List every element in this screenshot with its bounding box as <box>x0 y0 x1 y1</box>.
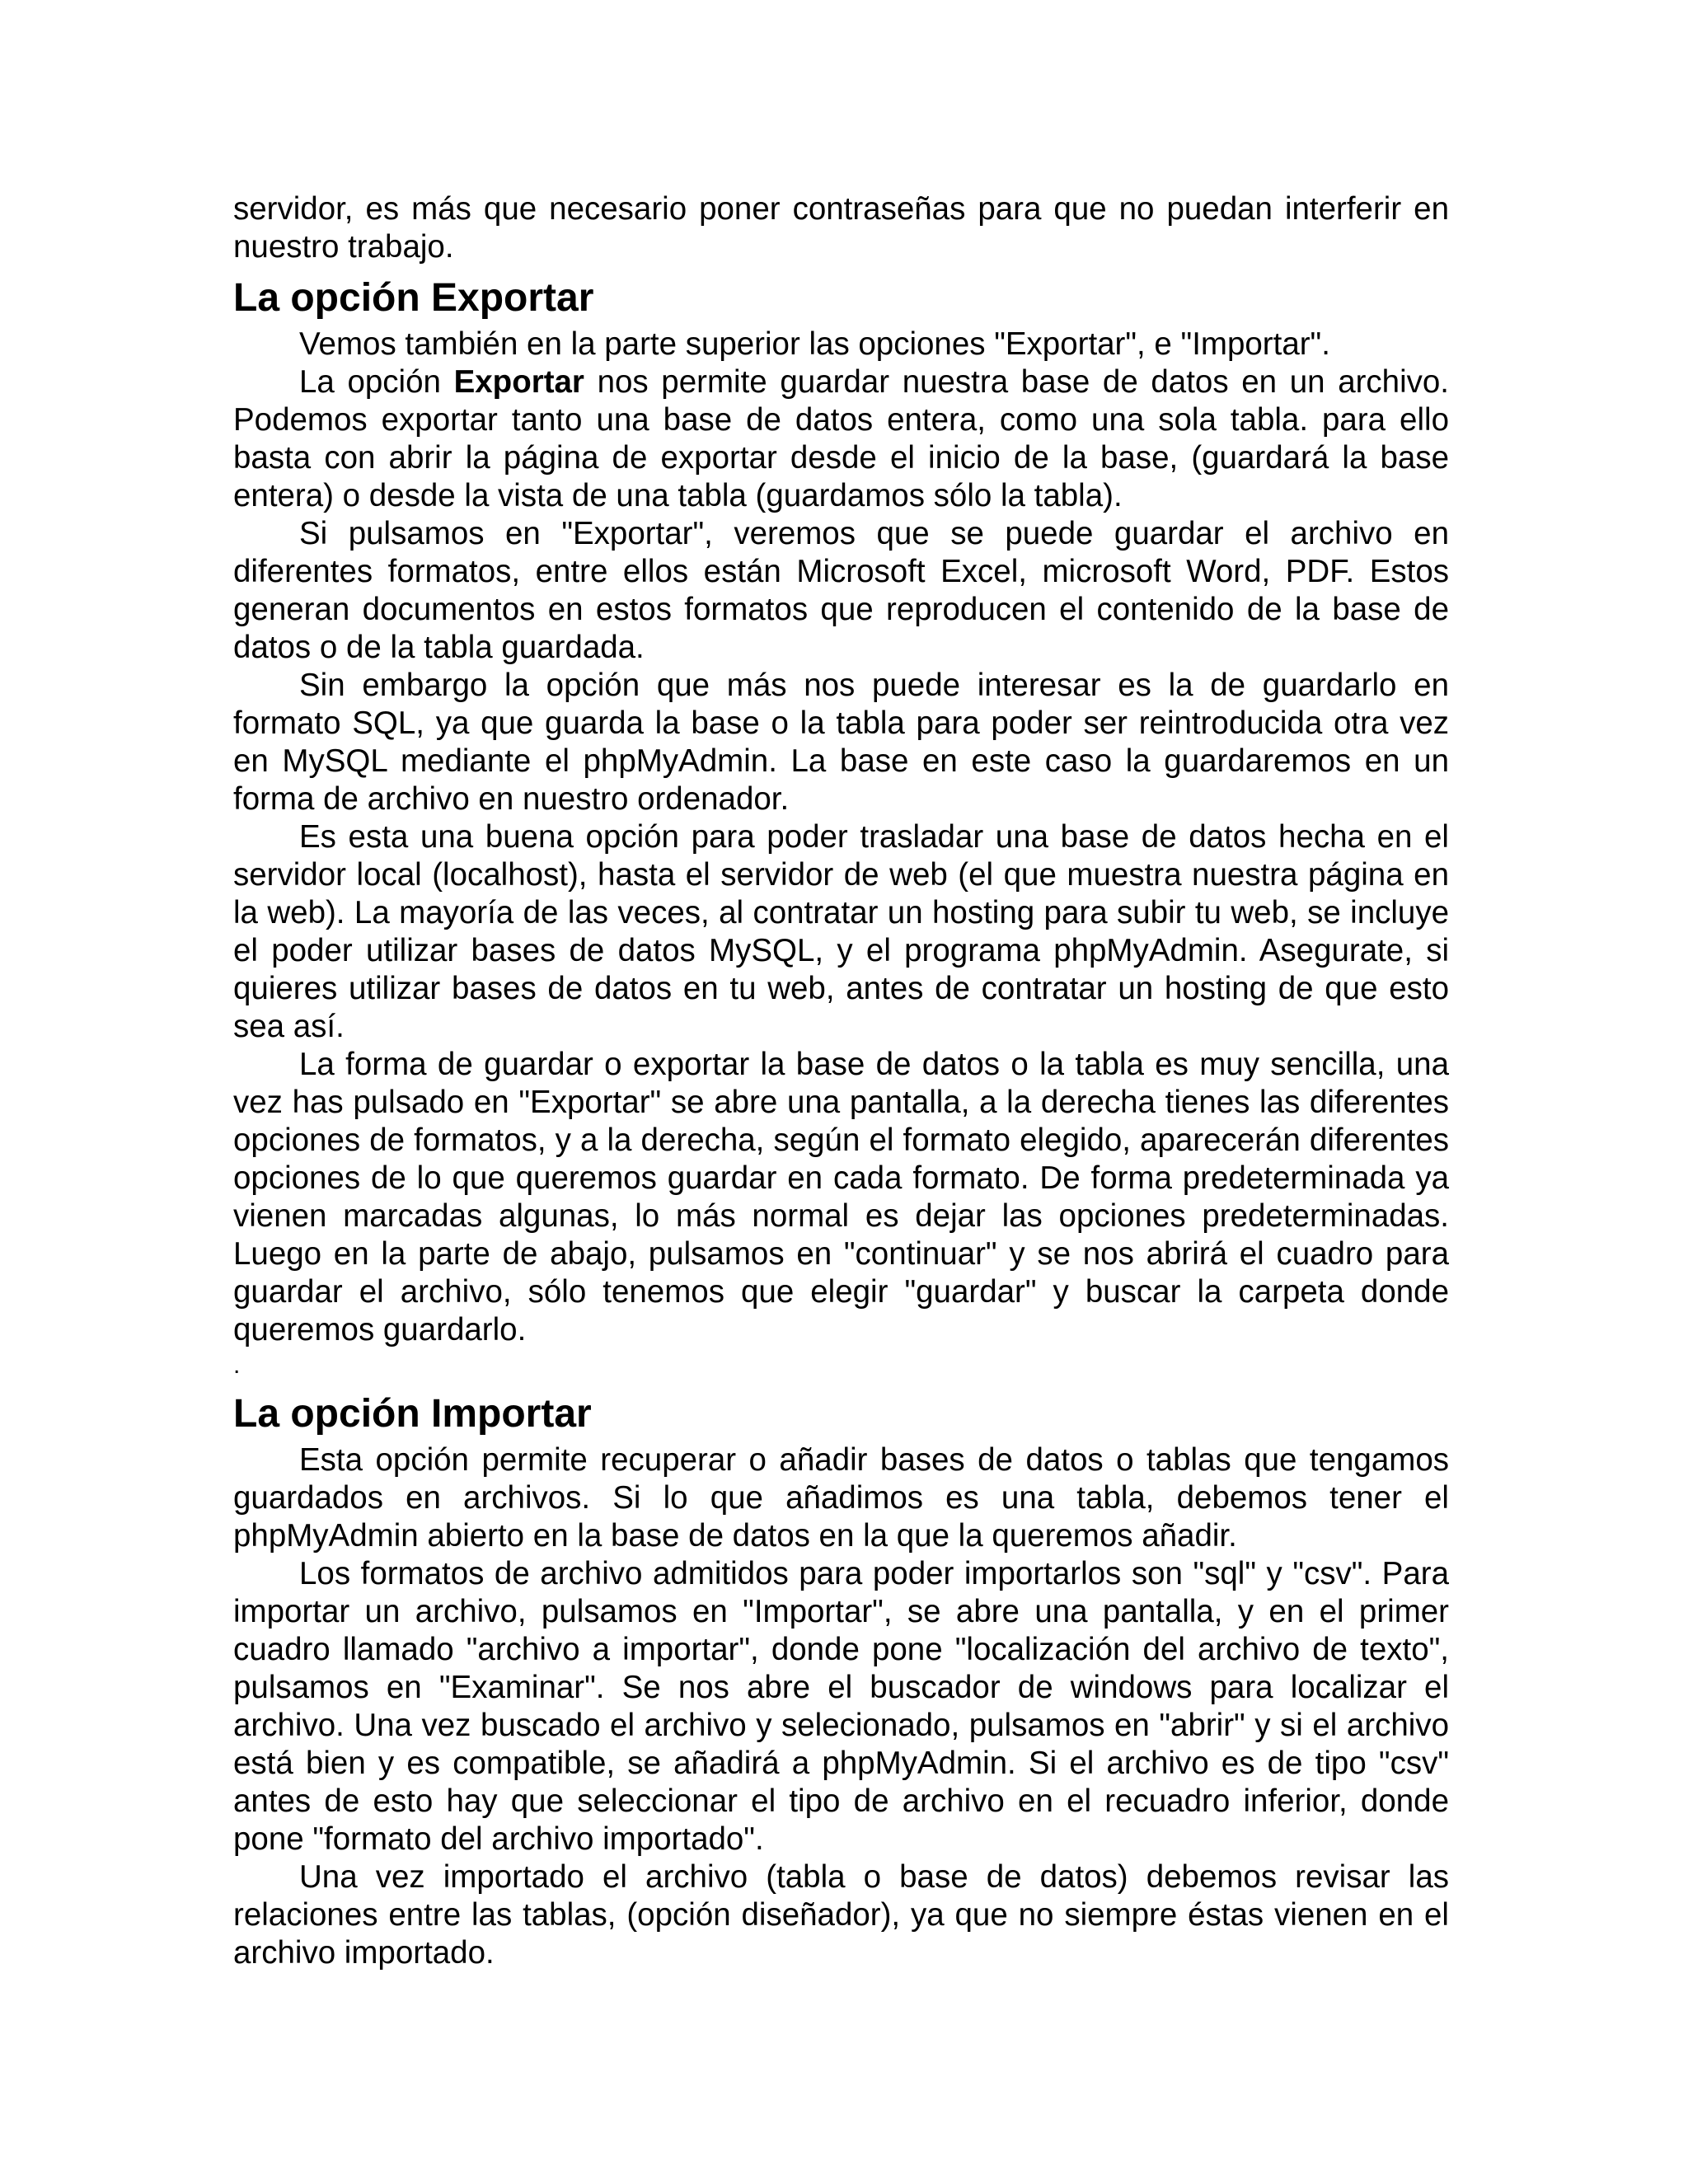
export-bold-term: Exportar <box>453 364 584 400</box>
import-paragraph-1: Esta opción permite recuperar o añadir bases de datos o tablas que tengamos guardados en archivos. Si lo que añadimos es una tabla, debemos tener el phpMyAdmin abierto en la base de datos en la que la queremos añadir. <box>233 1442 1449 1554</box>
import-paragraph-2: Los formatos de archivo admitidos para poder importarlos son "sql" y "csv". Para importar un archivo, pulsamos en "Importar", se abre una pantalla, y en el primer cuadro llamado "archivo a importar", donde pone "localización del archivo de texto", pulsamos en "Examinar". Se nos abre el buscador de windows para localizar el archivo. Una vez buscado el archivo y selecionado, pulsamos en "abrir" y si el archivo está bien y es compatible, se añadirá a phpMyAdmin. Si el archivo es de tipo "csv" antes de esto hay que seleccionar el tipo de archivo en el recuadro inferior, donde pone "formato del archivo importado". <box>233 1556 1449 1857</box>
intro-paragraph: servidor, es más que necesario poner contraseñas para que no puedan interferir en nuestro trabajo. <box>233 191 1449 265</box>
export-paragraph-1: Vemos también en la parte superior las opciones "Exportar", e "Importar". <box>299 326 1330 362</box>
import-paragraph-3: Una vez importado el archivo (tabla o base de datos) debemos revisar las relaciones entre las tablas, (opción diseñador), ya que no siempre éstas vienen en el archivo importado. <box>233 1859 1449 1971</box>
export-paragraph-4: Sin embargo la opción que más nos puede interesar es la de guardarlo en formato SQL, ya que guarda la base o la tabla para poder ser reintroducida otra vez en MySQL mediante el phpMyAdmin. La base en este caso la guardaremos en un forma de archivo en nuestro ordenador. <box>233 668 1449 817</box>
export-heading: La opción Exportar <box>233 276 594 320</box>
export-paragraph-2-lead: La opción <box>299 364 454 400</box>
export-paragraph-2 <box>233 363 1449 515</box>
export-paragraph-2-body: nos permite guardar nuestra base de datos en un archivo. Podemos exportar tanto una base de datos entera, como una sola tabla. para ello basta con abrir la página de exportar desde el inicio de la base, (guardará la base entera) o desde la vista de una tabla (guardamos sólo la tabla). <box>233 364 1449 513</box>
document-page <box>233 190 1449 1972</box>
export-paragraph-6: La forma de guardar o exportar la base de datos o la tabla es muy sencilla, una vez has pulsado en "Exportar" se abre una pantalla, a la derecha tienes las diferentes opciones de formatos, y a la derecha, según el formato elegido, aparecerán diferentes opciones de lo que queremos guardar en cada formato. De forma predeterminada ya vienen marcadas algunas, lo más normal es dejar las opciones predeterminadas. Luego en la parte de abajo, pulsamos en "continuar" y se nos abrirá el cuadro para guardar el archivo, sólo tenemos que elegir "guardar" y buscar la carpeta donde queremos guardarlo. <box>233 1047 1449 1347</box>
separator-dot: . <box>233 1352 241 1379</box>
import-heading: La opción Importar <box>233 1392 592 1436</box>
export-paragraph-5: Es esta una buena opción para poder trasladar una base de datos hecha en el servidor local (localhost), hasta el servidor de web (el que muestra nuestra página en la web). La mayoría de las veces, al contratar un hosting para subir tu web, se incluye el poder utilizar bases de datos MySQL, y el programa phpMyAdmin. Asegurate, si quieres utilizar bases de datos en tu web, antes de contratar un hosting de que esto sea así. <box>233 819 1449 1044</box>
export-paragraph-3: Si pulsamos en "Exportar", veremos que se puede guardar el archivo en diferentes formatos, entre ellos están Microsoft Excel, microsoft Word, PDF. Estos generan documentos en estos formatos que reproducen el contenido de la base de datos o de la tabla guardada. <box>233 516 1449 665</box>
